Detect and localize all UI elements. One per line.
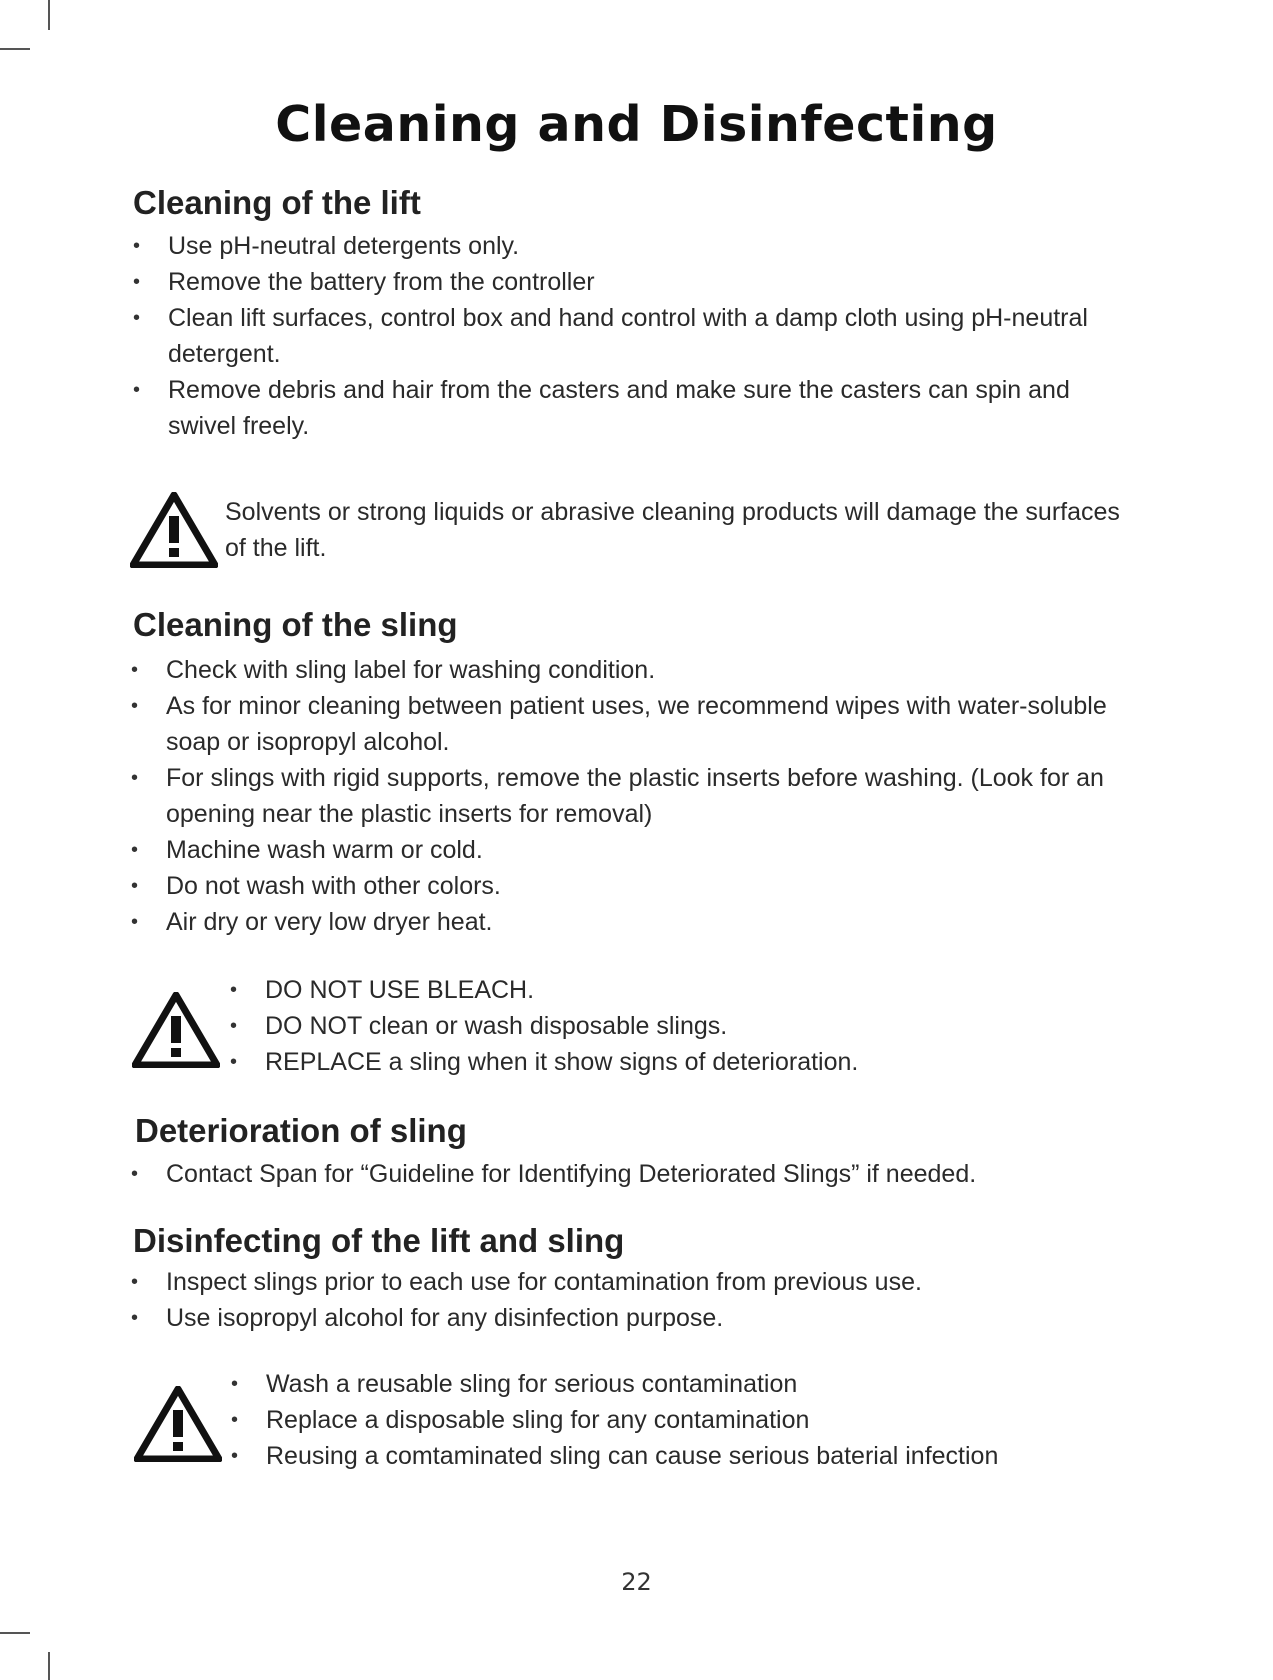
list-item: • Contact Span for “Guideline for Identifying Deteriorated Slings” if needed. <box>131 1156 1181 1192</box>
warning-triangle-icon <box>134 1386 222 1462</box>
list-item: • Air dry or very low dryer heat. <box>131 904 1151 940</box>
warning-list <box>231 1366 1161 1474</box>
list-item: • Use isopropyl alcohol for any disinfection purpose. <box>131 1300 1181 1336</box>
crop-mark <box>48 1652 50 1680</box>
page-number: 22 <box>621 1568 652 1596</box>
list-item: • Remove the battery from the controller <box>133 264 1093 300</box>
list-item: • DO NOT USE BLEACH. <box>230 972 1130 1008</box>
list-item: • Inspect slings prior to each use for contamination from previous use. <box>131 1264 1181 1300</box>
list-item: • Machine wash warm or cold. <box>131 832 1151 868</box>
list-item: • Reusing a comtaminated sling can cause serious baterial infection <box>231 1438 1161 1474</box>
section-heading: Cleaning of the sling <box>133 606 458 643</box>
warning-triangle-icon <box>130 492 218 568</box>
warning-text: Solvents or strong liquids or abrasive cleaning products will damage the surfaces of the lift. <box>225 498 1120 562</box>
section-heading: Disinfecting of the lift and sling <box>133 1222 625 1259</box>
crop-mark <box>48 0 50 30</box>
list-item: • Clean lift surfaces, control box and hand control with a damp cloth using pH-neutral detergent. <box>133 300 1093 372</box>
list-item: • Wash a reusable sling for serious contamination <box>231 1366 1161 1402</box>
bullet-list <box>131 1156 1181 1192</box>
list-item: • Use pH-neutral detergents only. <box>133 228 1093 264</box>
section-heading: Cleaning of the lift <box>133 184 421 221</box>
list-item: • Replace a disposable sling for any contamination <box>231 1402 1161 1438</box>
list-item: • Remove debris and hair from the casters and make sure the casters can spin and swivel freely. <box>133 372 1093 444</box>
warning-triangle-icon <box>132 992 220 1068</box>
bullet-list <box>131 1264 1181 1336</box>
section-heading: Deterioration of sling <box>135 1112 467 1149</box>
list-item: • Do not wash with other colors. <box>131 868 1151 904</box>
page-title: Cleaning and Disinfecting <box>275 96 998 153</box>
list-item: • Check with sling label for washing condition. <box>131 652 1151 688</box>
bullet-list <box>133 228 1093 444</box>
crop-mark <box>0 48 30 50</box>
list-item: • DO NOT clean or wash disposable slings. <box>230 1008 1130 1044</box>
bullet-list <box>131 652 1151 940</box>
list-item: • As for minor cleaning between patient uses, we recommend wipes with water-soluble soap or isopropyl alcohol. <box>131 688 1151 760</box>
crop-mark <box>0 1632 30 1634</box>
warning-list <box>230 972 1130 1080</box>
list-item: • For slings with rigid supports, remove the plastic inserts before washing. (Look for an opening near the plastic inserts for removal) <box>131 760 1151 832</box>
list-item: • REPLACE a sling when it show signs of deterioration. <box>230 1044 1130 1080</box>
